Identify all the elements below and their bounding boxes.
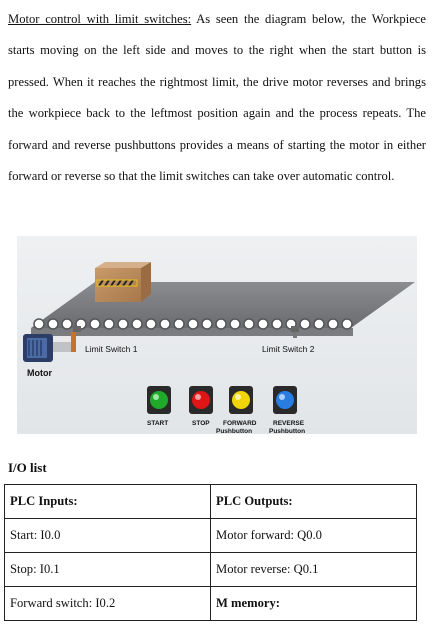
start-label: START (147, 420, 169, 427)
table-row (5, 553, 417, 587)
stop-button[interactable] (189, 386, 213, 414)
table-row (5, 485, 417, 519)
table-header-inputs: PLC Inputs: (5, 485, 211, 519)
table-cell: Forward switch: I0.2 (5, 587, 211, 621)
forward-pushbutton[interactable] (229, 386, 253, 414)
reverse-label-2: Pushbutton (269, 428, 306, 434)
io-table (4, 484, 417, 621)
table-row (5, 519, 417, 553)
table-header-outputs: PLC Outputs: (211, 485, 417, 519)
limit-switch-2-label: Limit Switch 2 (262, 344, 315, 354)
table-cell: Motor forward: Q0.0 (211, 519, 417, 553)
start-button[interactable] (147, 386, 171, 414)
forward-label: FORWARD (223, 420, 257, 427)
motor-label: Motor (27, 368, 52, 378)
table-row (5, 587, 417, 621)
table-cell: Start: I0.0 (5, 519, 211, 553)
paragraph-lead: Motor control with limit switches: (8, 12, 192, 26)
reverse-pushbutton[interactable] (273, 386, 297, 414)
forward-label-2: Pushbutton (216, 428, 253, 434)
stop-label: STOP (192, 420, 210, 427)
limit-switch-1-label: Limit Switch 1 (85, 344, 138, 354)
paragraph-body: As seen the diagram below, the Workpiece starts moving on the left side and moves to the right when the start button is pressed. When it reaches the rightmost limit, the drive motor reverses and brings the workpiece back to the leftmost position again and the process repeats. The forward and reverse pushbuttons provides a means of starting the motor in either forward or reverse so that the limit switches can take over automatic control. (8, 12, 426, 184)
table-cell: Motor reverse: Q0.1 (211, 553, 417, 587)
conveyor-diagram (17, 236, 417, 434)
reverse-label: REVERSE (273, 420, 305, 427)
description-paragraph (8, 4, 426, 192)
conveyor-rollers (34, 319, 352, 329)
io-list-title: I/O list (8, 460, 47, 475)
workpiece-box (95, 262, 151, 302)
table-cell: Stop: I0.1 (5, 553, 211, 587)
table-cell-m-memory: M memory: (211, 587, 417, 621)
